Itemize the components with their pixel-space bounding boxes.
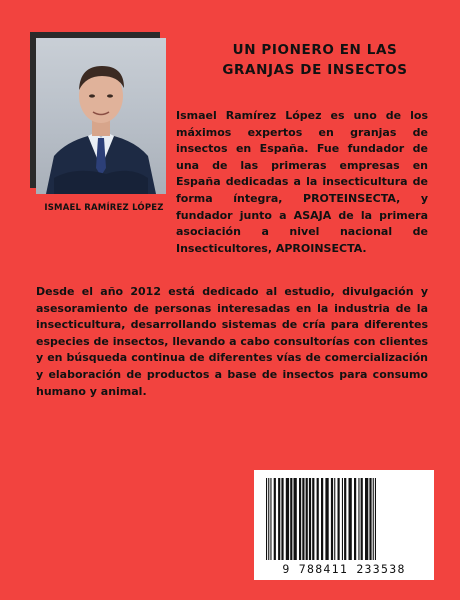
title-line-1: UN PIONERO EN LAS: [232, 42, 398, 58]
author-photo-frame: [36, 38, 166, 194]
book-title: [190, 40, 440, 80]
isbn-barcode: [254, 470, 434, 580]
title-line-2: GRANJAS DE INSECTOS: [222, 62, 408, 78]
isbn-number: 9 788411 233538: [282, 562, 406, 576]
author-name: ISMAEL RAMÍREZ LÓPEZ: [44, 203, 164, 213]
barcode-bars: [264, 478, 424, 560]
bio-paragraph-2: Desde el año 2012 está dedicado al estudio, divulgación y asesoramiento de personas interesadas en la industria de la insecticultura, desarrollando sistemas de cría para diferentes especies de insectos, llevando a cabo consultorías con clientes y en búsqueda continua de diferentes vías de comercialización y elaboración de productos a base de insectos para consumo humano y animal.: [36, 285, 428, 398]
author-portrait-illustration: [36, 38, 166, 194]
bio-paragraph-1: Ismael Ramírez López es uno de los máximos expertos en granjas de insectos en España. Fue fundador de una de las primeras empresas en España dedicadas a la insecticultura de forma íntegra, PROTEINSECTA, y fundador junto a ASAJA de la primera asociación a nivel nacional de Insecticultores, APROINSECTA.: [176, 109, 428, 255]
author-photo: [36, 38, 166, 194]
